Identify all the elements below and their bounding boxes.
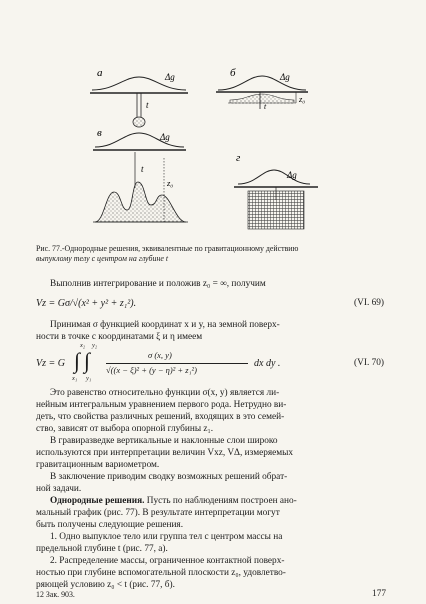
- panel-b-t-label: t: [264, 102, 267, 111]
- panel-v-z0-label: z₀: [167, 178, 174, 188]
- panel-g-anomaly-curve: [238, 170, 310, 184]
- panel-b-letter: б: [230, 67, 236, 79]
- para5-line: быть получены следующие решения.: [36, 519, 184, 530]
- para2-line: нейным интегральным уравнением первого рода. Нетрудно ви-: [36, 399, 287, 410]
- para5-heading: Однородные решения.: [50, 496, 145, 506]
- eq2-suffix: dx dy .: [254, 358, 281, 369]
- panel-v-t-label: t: [141, 164, 144, 174]
- para3-line: гравитационным вариометром.: [36, 459, 160, 470]
- para5-line: [36, 496, 297, 508]
- para3: [36, 436, 293, 472]
- figure-caption-line2: выпуклому телу с центром на глубине t: [36, 254, 169, 263]
- para2-line: деть, что свойства различных решений, входящих в это семей-: [36, 411, 285, 422]
- eq2-denominator: √((x − ξ)² + (y − η)² + z₁²): [106, 365, 197, 375]
- item2-line: 2. Распределение массы, ограниченное контактной поверх-: [50, 556, 285, 566]
- panel-v: [93, 127, 188, 222]
- equation-vi70-number: (VI. 70): [354, 358, 384, 368]
- item1: [36, 532, 282, 556]
- panel-b-contact-layer: [230, 94, 294, 103]
- panel-v-anomaly-curve: [95, 133, 184, 147]
- panel-a-body: [133, 117, 145, 127]
- panel-b-dg-label: Δg: [280, 72, 290, 82]
- para4: [36, 472, 287, 496]
- eq2-prefix: Vz = G: [36, 358, 65, 369]
- panel-a-dg-label: Δg: [165, 72, 175, 82]
- figure-caption-line1: Рис. 77.-Однородные решения, эквивалентные по гравитационному действию: [36, 244, 299, 253]
- item1-line: 1. Одно выпуклое тело или группа тел с центром массы на: [50, 532, 283, 542]
- para4-line: В заключение приводим сводку возможных решений обрат-: [50, 472, 288, 482]
- para2-line: ство, зависят от выбора опорной глубины z₁.: [36, 423, 214, 434]
- footer-signature: 12 Зак. 903.: [36, 590, 75, 599]
- panel-g: [234, 152, 318, 229]
- para5-line-rest: Пусть по наблюдениям построен ано-: [144, 496, 297, 506]
- panel-g-dg-label: Δg: [287, 170, 297, 180]
- figure-77: [0, 0, 426, 240]
- eq2-fraction-bar: [106, 363, 248, 364]
- panel-v-dg-label: Δg: [160, 132, 170, 142]
- item1-line: предельной глубине t (рис. 77, a).: [36, 543, 168, 554]
- para3-line: В гравиразведке вертикальные и наклонные слои широко: [50, 436, 278, 446]
- item2: [36, 556, 286, 592]
- equation-vi69: Vz = Gσ/√(x² + y² + z₁²).: [36, 298, 137, 309]
- item2-line: ряющей условию z₀ < t (рис. 77, б).: [36, 579, 175, 590]
- eq2-limit-x-high: x₂: [80, 342, 86, 349]
- para2: [36, 388, 286, 436]
- eq2-limit-y-low: y₁: [86, 375, 92, 382]
- eq2-limit-y-high: y₂: [92, 342, 98, 349]
- panel-a: [90, 67, 188, 127]
- equation-vi70: [36, 344, 386, 384]
- panel-a-t-label: t: [146, 100, 149, 110]
- panel-v-mass-distribution: [95, 182, 186, 222]
- para5: [36, 496, 297, 532]
- panel-b-z0-label: z₀: [299, 94, 306, 104]
- para3-line: используются при интерпретации величин Vxz, VΔ, измеряемых: [36, 447, 294, 458]
- eq2-limit-x-low: x₁: [72, 375, 78, 382]
- panel-v-letter: в: [97, 127, 102, 139]
- page-number: 177: [372, 589, 386, 599]
- equation-vi69-number: (VI. 69): [354, 298, 384, 308]
- panel-b: [216, 67, 308, 111]
- intro-line: Выполнив интегрирование и положив z₀ = ∞, получим: [50, 279, 266, 289]
- eq2-integral-2: ∫: [84, 348, 91, 373]
- eq2-integral-1: ∫: [74, 348, 81, 373]
- para2-line: Это равенство относительно функции σ(x, y) является ли-: [50, 388, 280, 398]
- panel-a-letter: а: [97, 67, 103, 79]
- para4-line: ной задачи.: [36, 483, 82, 494]
- eq2-numerator: σ (x, y): [148, 350, 172, 360]
- para1-line2: ности в точке с координатами ξ и η имеем: [36, 332, 203, 342]
- para5-line: мальный график (рис. 77). В результате интерпретации могут: [36, 507, 280, 518]
- para1-line1: Принимая σ функцией координат x и y, на земной поверх-: [50, 320, 280, 330]
- item2-line: ностью при глубине вспомогательной плоскости z₀, удовлетво-: [36, 567, 286, 578]
- panel-g-letter: г: [236, 152, 241, 164]
